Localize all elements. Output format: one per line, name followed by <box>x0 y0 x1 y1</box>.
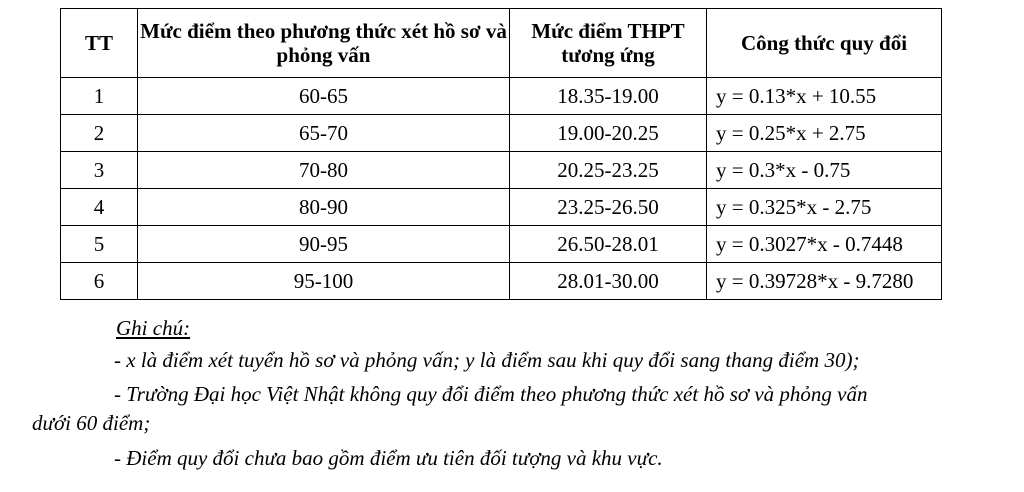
header-score-range: Mức điểm theo phương thức xét hồ sơ và phỏng vấn <box>138 9 510 78</box>
table-row <box>61 152 942 189</box>
cell-score-range: 80-90 <box>138 189 510 226</box>
table-row <box>61 115 942 152</box>
note-line-2-continued: dưới 60 điểm; <box>32 411 151 435</box>
cell-thpt-range: 19.00-20.25 <box>510 115 707 152</box>
cell-formula: y = 0.325*x - 2.75 <box>707 189 942 226</box>
cell-formula: y = 0.39728*x - 9.7280 <box>707 263 942 300</box>
cell-formula: y = 0.25*x + 2.75 <box>707 115 942 152</box>
cell-score-range: 95-100 <box>138 263 510 300</box>
cell-tt: 3 <box>61 152 138 189</box>
cell-formula: y = 0.3*x - 0.75 <box>707 152 942 189</box>
cell-tt: 1 <box>61 78 138 115</box>
table-row <box>61 189 942 226</box>
cell-score-range: 60-65 <box>138 78 510 115</box>
cell-formula: y = 0.13*x + 10.55 <box>707 78 942 115</box>
score-conversion-table <box>60 8 942 300</box>
cell-thpt-range: 26.50-28.01 <box>510 226 707 263</box>
cell-formula: y = 0.3027*x - 0.7448 <box>707 226 942 263</box>
table-row <box>61 263 942 300</box>
cell-thpt-range: 20.25-23.25 <box>510 152 707 189</box>
cell-tt: 2 <box>61 115 138 152</box>
cell-score-range: 90-95 <box>138 226 510 263</box>
table-row <box>61 78 942 115</box>
cell-score-range: 70-80 <box>138 152 510 189</box>
table-header-row <box>61 9 942 78</box>
cell-tt: 4 <box>61 189 138 226</box>
header-thpt-range: Mức điểm THPT tương ứng <box>510 9 707 78</box>
note-line-2: - Trường Đại học Việt Nhật không quy đổi điểm theo phương thức xét hồ sơ và phỏng vấn <box>114 382 868 406</box>
cell-thpt-range: 28.01-30.00 <box>510 263 707 300</box>
cell-thpt-range: 18.35-19.00 <box>510 78 707 115</box>
cell-tt: 5 <box>61 226 138 263</box>
cell-tt: 6 <box>61 263 138 300</box>
header-formula: Công thức quy đổi <box>707 9 942 78</box>
table-row <box>61 226 942 263</box>
cell-thpt-range: 23.25-26.50 <box>510 189 707 226</box>
header-tt: TT <box>61 9 138 78</box>
conversion-table-container <box>60 8 942 300</box>
cell-score-range: 65-70 <box>138 115 510 152</box>
note-line-1: - x là điểm xét tuyển hồ sơ và phỏng vấn; y là điểm sau khi quy đổi sang thang điểm 30); <box>114 348 860 372</box>
notes-title: Ghi chú: <box>116 316 191 340</box>
note-line-3: - Điểm quy đổi chưa bao gồm điểm ưu tiên đối tượng và khu vực. <box>114 446 663 470</box>
